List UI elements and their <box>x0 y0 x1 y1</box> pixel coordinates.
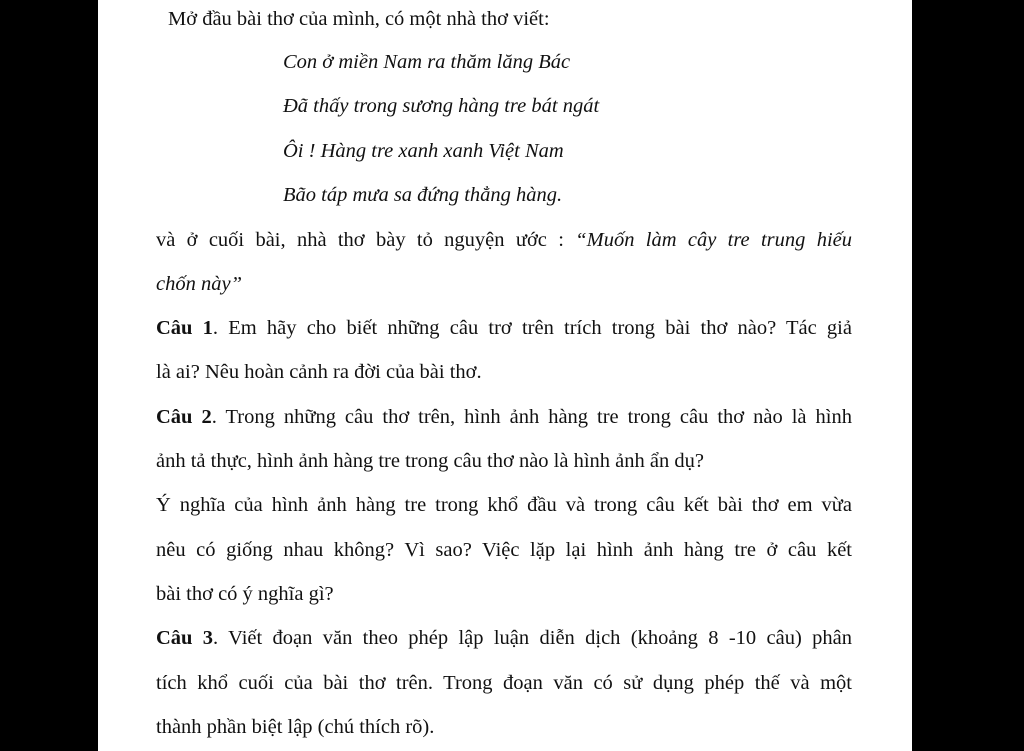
question-1-line-1 <box>156 315 852 341</box>
ending-quote: “Muốn làm cây tre trung hiếu <box>575 229 853 251</box>
question-2-line-2: ảnh tả thực, hình ảnh hàng tre trong câu thơ nào là hình ảnh ẩn dụ? <box>156 450 704 472</box>
question-2-line-5: bài thơ có ý nghĩa gì? <box>156 583 334 605</box>
question-2-line-3: Ý nghĩa của hình ảnh hàng tre trong khổ đầu và trong câu kết bài thơ em vừa <box>156 494 852 516</box>
question-2-label: Câu 2 <box>156 406 212 428</box>
question-1-text: . Em hãy cho biết những câu trơ trên trích trong bài thơ nào? Tác giả <box>212 317 852 339</box>
question-3-line-3: thành phần biệt lập (chú thích rõ). <box>156 716 435 738</box>
poem-line-4: Bão táp mưa sa đứng thẳng hàng. <box>283 184 563 206</box>
question-3-label: Câu 3 <box>156 627 214 649</box>
question-2-line-4: nêu có giống nhau không? Vì sao? Việc lặp lại hình ảnh hàng tre ở câu kết <box>156 539 852 561</box>
poem-line-3: Ôi ! Hàng tre xanh xanh Việt Nam <box>283 140 564 162</box>
question-1-label: Câu 1 <box>156 317 213 339</box>
question-3-line-1 <box>156 625 852 651</box>
question-2-text: . Trong những câu thơ trên, hình ảnh hàng tre trong câu thơ nào là hình <box>211 406 852 428</box>
poem-line-1: Con ở miền Nam ra thăm lăng Bác <box>283 51 571 73</box>
poem-line-2: Đã thấy trong sương hàng tre bát ngát <box>283 95 600 117</box>
document-page <box>98 0 912 751</box>
question-3-text: . Viết đoạn văn theo phép lập luận diễn dịch (khoảng 8 -10 câu) phân <box>213 627 852 649</box>
ending-quote-cont: chốn này” <box>156 273 242 295</box>
question-2-line-1 <box>156 404 852 430</box>
ending-line <box>156 227 852 253</box>
question-1-line-2: là ai? Nêu hoàn cảnh ra đời của bài thơ. <box>156 361 482 383</box>
question-3-line-2: tích khổ cuối của bài thơ trên. Trong đoạn văn có sử dụng phép thế và một <box>156 672 852 694</box>
ending-text: và ở cuối bài, nhà thơ bày tỏ nguyện ước : <box>156 229 576 251</box>
intro-line: Mở đầu bài thơ của mình, có một nhà thơ viết: <box>168 8 550 30</box>
